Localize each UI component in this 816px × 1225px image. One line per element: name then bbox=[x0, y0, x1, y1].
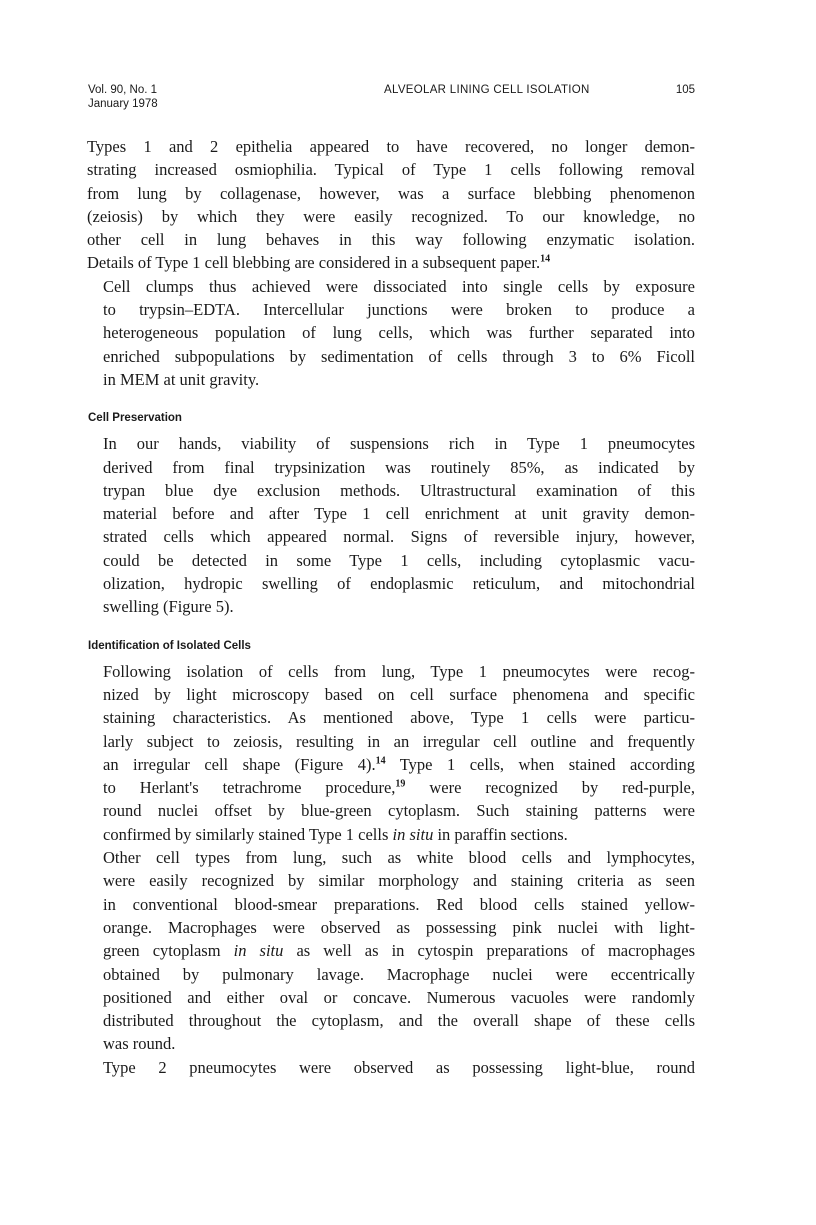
text-line: staining characteristics. As mentioned above, Type 1 cells were particu- bbox=[103, 708, 695, 728]
paragraph-recovery bbox=[87, 135, 695, 275]
paragraph-type1-identification bbox=[87, 660, 695, 846]
text-segment: as well as in cytospin preparations of macrophages bbox=[283, 941, 695, 961]
text-line: heterogeneous population of lung cells, which was further separated into bbox=[103, 323, 695, 343]
text-line: enriched subpopulations by sedimentation of cells through 3 to 6% Ficoll bbox=[103, 346, 695, 366]
text-line: in conventional blood-smear preparations. Red blood cells stained yellow- bbox=[103, 894, 695, 914]
text-line: larly subject to zeiosis, resulting in an irregular cell outline and frequently bbox=[103, 731, 695, 751]
text-segment: green cytoplasm bbox=[103, 941, 234, 961]
text-line: Cell clumps thus achieved were dissociated into single cells by exposure bbox=[103, 276, 695, 296]
running-title: ALVEOLAR LINING CELL ISOLATION bbox=[384, 84, 590, 96]
text-line: olization, hydropic swelling of endoplasmic reticulum, and mitochondrial bbox=[103, 574, 695, 594]
text-segment: in paraffin sections. bbox=[433, 824, 568, 844]
text-line: were easily recognized by similar morphology and staining criteria as seen bbox=[103, 871, 695, 891]
text-segment: an irregular cell shape (Figure 4). bbox=[103, 754, 376, 774]
text-line: trypan blue dye exclusion methods. Ultrastructural examination of this bbox=[103, 480, 695, 500]
text-line: (zeiosis) by which they were easily recognized. To our knowledge, no bbox=[87, 206, 695, 226]
italic-term: in situ bbox=[392, 824, 434, 844]
text-line-with-ref bbox=[87, 753, 695, 776]
text-line: in MEM at unit gravity. bbox=[103, 369, 260, 389]
reference-superscript: 19 bbox=[395, 778, 406, 790]
text-line: derived from final trypsinization was routinely 85%, as indicated by bbox=[103, 457, 695, 477]
text-segment: confirmed by similarly stained Type 1 cells bbox=[103, 824, 393, 844]
italic-term: in situ bbox=[233, 941, 284, 961]
article-body bbox=[87, 135, 695, 1079]
text-line: to trypsin–EDTA. Intercellular junctions were broken to produce a bbox=[103, 300, 695, 320]
paragraph-dissociation bbox=[87, 275, 695, 391]
section-heading-cell-preservation: Cell Preservation bbox=[88, 412, 182, 425]
text-line: nized by light microscopy based on cell surface phenomena and specific bbox=[103, 684, 695, 704]
text-line: could be detected in some Type 1 cells, including cytoplasmic vacu- bbox=[103, 550, 695, 570]
text-line: Details of Type 1 cell blebbing are considered in a subsequent paper. bbox=[87, 253, 541, 273]
page-number: 105 bbox=[675, 84, 695, 96]
text-segment: to Herlant's tetrachrome procedure, bbox=[103, 778, 396, 798]
text-line-with-ref bbox=[87, 776, 695, 799]
text-line-with-italic bbox=[87, 939, 695, 962]
paragraph-other-cells bbox=[87, 846, 695, 1056]
text-line: Type 2 pneumocytes were observed as possessing light-blue, round bbox=[103, 1057, 695, 1077]
text-line: round nuclei offset by blue-green cytoplasm. Such staining patterns were bbox=[103, 801, 695, 821]
text-line-with-ref bbox=[87, 251, 695, 274]
text-line: was round. bbox=[103, 1034, 176, 1054]
reference-superscript: 14 bbox=[540, 253, 551, 265]
text-line: strated cells which appeared normal. Signs of reversible injury, however, bbox=[103, 527, 695, 547]
text-line: Following isolation of cells from lung, Type 1 pneumocytes were recog- bbox=[103, 661, 695, 681]
journal-page bbox=[87, 83, 695, 1079]
text-line: strating increased osmiophilia. Typical of Type 1 cells following removal bbox=[87, 160, 695, 180]
text-line: positioned and either oval or concave. Numerous vacuoles were randomly bbox=[103, 987, 695, 1007]
text-segment: Type 1 cells, when stained according bbox=[385, 754, 696, 774]
text-line: swelling (Figure 5). bbox=[103, 597, 234, 617]
text-line: Other cell types from lung, such as white blood cells and lymphocytes, bbox=[103, 848, 695, 868]
text-line: material before and after Type 1 cell enrichment at unit gravity demon- bbox=[103, 504, 695, 524]
text-line: obtained by pulmonary lavage. Macrophage nuclei were eccentrically bbox=[103, 964, 695, 984]
running-head bbox=[87, 83, 695, 119]
paragraph-type2 bbox=[87, 1056, 695, 1079]
text-line: distributed throughout the cytoplasm, and the overall shape of these cells bbox=[103, 1011, 695, 1031]
text-line: In our hands, viability of suspensions rich in Type 1 pneumocytes bbox=[103, 434, 695, 454]
text-line-with-italic bbox=[87, 823, 695, 846]
paragraph-viability bbox=[87, 432, 695, 618]
journal-issue-info bbox=[88, 83, 158, 111]
text-line: Types 1 and 2 epithelia appeared to have recovered, no longer demon- bbox=[87, 137, 695, 156]
text-line: from lung by collagenase, however, was a surface blebbing phenomenon bbox=[87, 183, 695, 203]
text-line: other cell in lung behaves in this way following enzymatic isolation. bbox=[87, 230, 695, 250]
reference-superscript: 14 bbox=[375, 755, 386, 767]
volume-number: Vol. 90, No. 1 bbox=[88, 84, 158, 96]
issue-date: January 1978 bbox=[88, 98, 158, 110]
section-heading-identification: Identification of Isolated Cells bbox=[88, 639, 251, 652]
text-segment: were recognized by red-purple, bbox=[405, 778, 695, 798]
text-line: orange. Macrophages were observed as possessing pink nuclei with light- bbox=[103, 917, 695, 937]
